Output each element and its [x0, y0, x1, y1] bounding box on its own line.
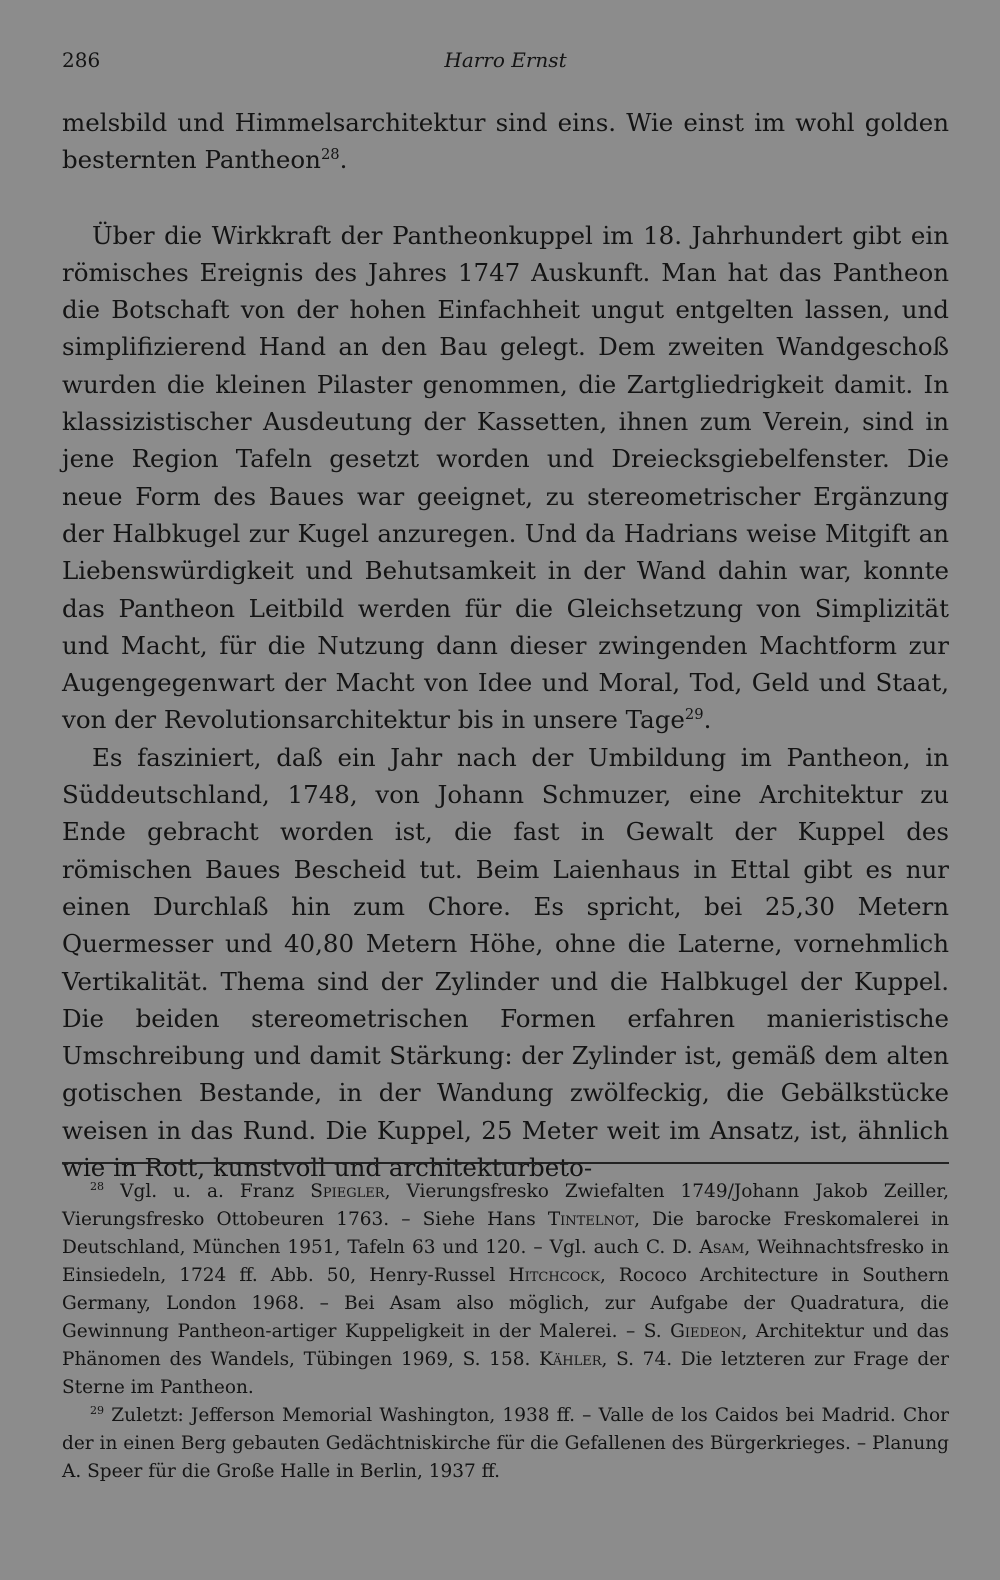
author-name: Asam	[699, 1237, 745, 1258]
footnote-segment: , S. 74. Die letzteren zur Frage der Sterne im Pantheon.	[62, 1349, 949, 1398]
author-name: Giedeon	[670, 1321, 742, 1342]
footnote-text	[62, 1181, 949, 1398]
footnote-segment: , Vierungsfresko Zwiefalten 1749/Johann Jakob Zeiller, Vierungsfresko Ottobeuren 1763. – Siehe Hans	[62, 1181, 949, 1230]
footnote-segment: , Architektur und das Phänomen des Wandels, Tübingen 1969, S. 158.	[62, 1321, 949, 1370]
footnote-segment: , Weihnachtsfresko in Einsiedeln, 1724 ff. Abb. 50, Henry-Russel	[62, 1237, 949, 1286]
footnote-rule	[62, 1162, 949, 1164]
footnote-segment: , Die barocke Freskomalerei in Deutschland, München 1951, Tafeln 63 und 120. – Vgl. auch C. D.	[62, 1209, 949, 1258]
footnote-ref-29[interactable]: 29	[684, 706, 704, 724]
footnotes	[62, 1178, 949, 1486]
page-number: 286	[62, 48, 101, 72]
paragraph: Es fasziniert, daß ein Jahr nach der Umbildung im Pantheon, in Süddeutschland, 1748, von Johann Schmuzer, eine Architektur zu Ende gebracht worden ist, die fast in Gewalt der Kuppel des römischen Baues Bescheid tut. Beim Laienhaus in Ettal gibt es nur einen Durchlaß hin zum Chore. Es spricht, bei 25,30 Metern Quermesser und 40,80 Metern Höhe, ohne die Laterne, vornehmlich Vertikalität. Thema sind der Zylinder und die Halbkugel der Kuppel. Die beiden stereometrischen Formen erfahren manieristische Umschreibung und damit Stärkung: der Zylinder ist, gemäß dem alten gotischen Bestande, in der Wandung zwölfeckig, die Gebälkstücke weisen in das Rund. Die Kuppel, 25 Meter weit im Ansatz, ist, ähnlich wie in Rott, kunstvoll und architekturbeto-	[62, 742, 949, 1183]
footnote-segment: Zuletzt: Jefferson Memorial Washington, 1938 ff. – Valle de los Caidos bei Madrid. Chor der in einen Berg gebauten Gedächtniskirche für die Gefallenen des Bürgerkrieges. – Planung A. Speer für die Große Halle in Berlin, 1937 ff.	[62, 1405, 949, 1482]
page-header	[62, 48, 949, 78]
footnote-29	[62, 1402, 949, 1486]
footnote-28	[62, 1178, 949, 1402]
footnote-number: 28	[90, 1179, 105, 1193]
author-name: Tintelnot	[547, 1209, 635, 1230]
paragraph: Über die Wirkkraft der Pantheonkuppel im 18. Jahrhundert gibt ein römisches Ereignis des Jahres 1747 Auskunft. Man hat das Pantheon die Botschaft von der hohen Einfachheit ungut entgelten lassen, und simplifizierend Hand an den Bau gelegt. Dem zweiten Wandgeschoß wurden die kleinen Pilaster genommen, die Zartgliedrigkeit damit. In klassizistischer Ausdeutung der Kassetten, ihnen zum Verein, sind in jene Region Tafeln gesetzt worden und Dreiecksgiebelfenster. Die neue Form des Baues war geeignet, zu stereometrischer Ergänzung der Halbkugel zur Kugel anzuregen. Und da Hadrians weise Mitgift an Liebenswürdigkeit und Behutsamkeit in der Wand dahin war, konnte das Pantheon Leitbild werden für die Gleichsetzung von Simplizität und Macht, für die Nutzung dann dieser zwingenden Machtform zur Augengegenwart der Macht von Idee und Moral, Tod, Geld und Staat, von der Revolutionsarchitektur bis in unsere Tage$^{29}$.	[62, 220, 949, 735]
author-name: Hitchcock	[508, 1265, 600, 1286]
footnote-number: 29	[90, 1403, 105, 1417]
author-name: Kähler	[539, 1349, 602, 1370]
footnote-text	[62, 1405, 949, 1482]
footnote-ref-28[interactable]: 28	[320, 146, 340, 164]
running-head: Harro Ernst	[444, 48, 567, 72]
footnote-segment: , Rococo Architecture in Southern Germany, London 1968. – Bei Asam also möglich, zur Aufgabe der Quadratura, die Gewinnung Pantheon-artiger Kuppeligkeit in der Malerei. – S.	[62, 1265, 949, 1342]
body-text	[62, 104, 949, 1186]
paragraph-continuation: melsbild und Himmelsarchitektur sind eins. Wie einst im wohl golden besternten Pantheon$^{28}$.	[62, 108, 949, 175]
footnote-segment: Vgl. u. a. Franz	[120, 1181, 311, 1202]
author-name: Spiegler	[310, 1181, 385, 1202]
